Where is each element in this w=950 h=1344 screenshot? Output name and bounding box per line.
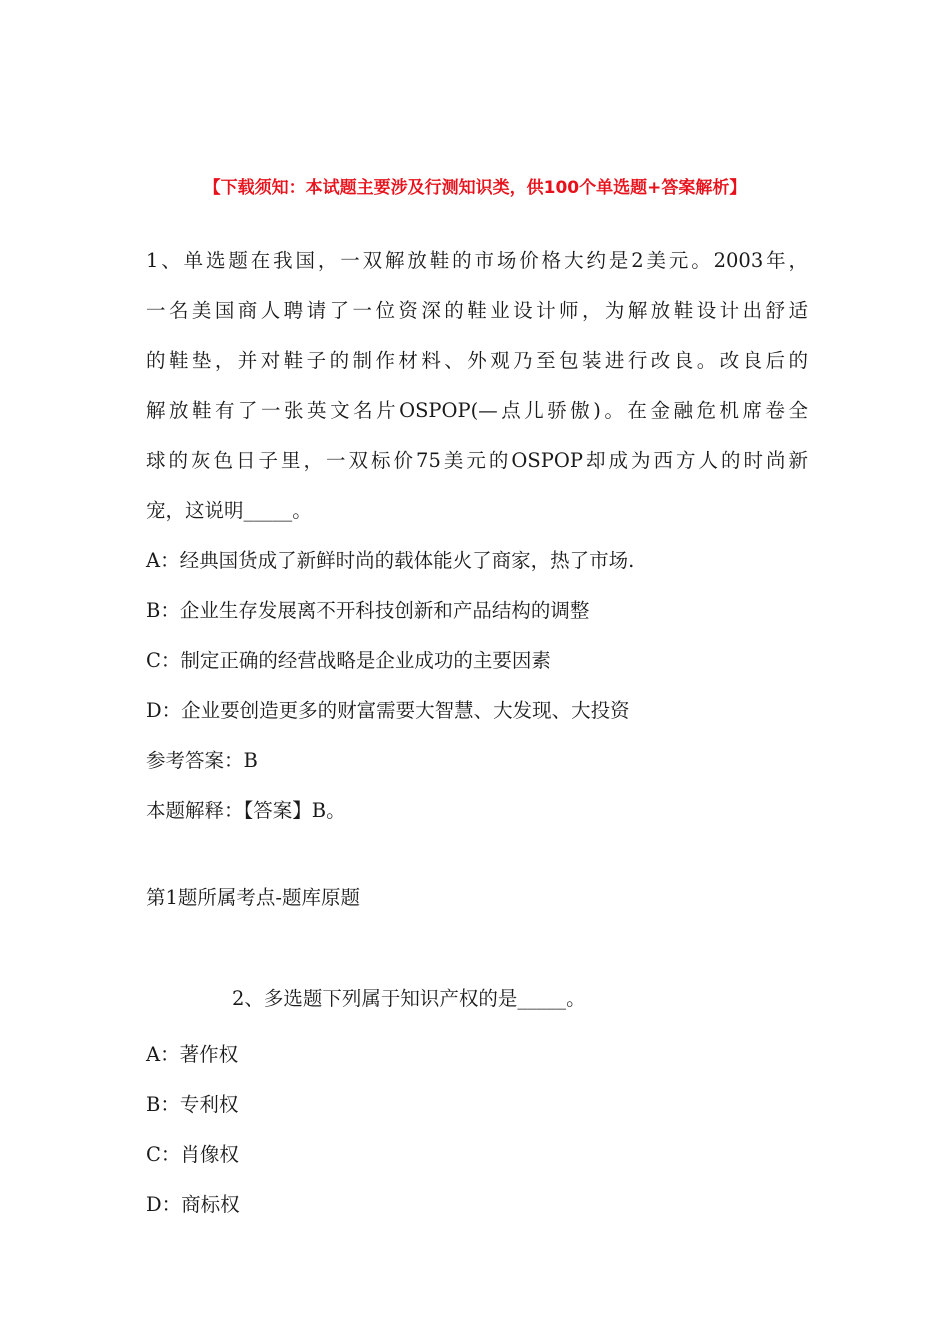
question-1-answer: 参考答案：B	[146, 749, 258, 772]
question-2-option-a: A：著作权	[146, 1043, 239, 1066]
question-2-stem: 2、多选题下列属于知识产权的是_____。	[232, 987, 586, 1010]
question-1	[146, 236, 808, 836]
question-2-option-b: B：专利权	[146, 1093, 239, 1116]
question-1-stem-line: 1、单选题在我国，一双解放鞋的市场价格大约是2美元。2003年，	[146, 249, 808, 272]
question-1-stem-line: 球的灰色日子里，一双标价75美元的OSPOP却成为西方人的时尚新	[146, 449, 808, 472]
question-1-option-b: B：企业生存发展离不开科技创新和产品结构的调整	[146, 599, 590, 622]
question-2-options	[146, 1030, 240, 1230]
question-1-explanation: 本题解释：【答案】B。	[146, 799, 346, 822]
download-notice: 【下载须知：本试题主要涉及行测知识类，供100个单选题+答案解析】	[203, 178, 747, 198]
question-1-option-a: A：经典国货成了新鲜时尚的载体能火了商家，热了市场.	[146, 549, 635, 572]
question-1-stem-line: 一名美国商人聘请了一位资深的鞋业设计师，为解放鞋设计出舒适	[146, 299, 808, 322]
question-2-option-d: D：商标权	[146, 1193, 240, 1216]
question-1-option-c: C：制定正确的经营战略是企业成功的主要因素	[146, 649, 551, 672]
question-1-topic: 第1题所属考点-题库原题	[146, 886, 360, 909]
question-1-stem-line: 宠，这说明_____。	[146, 499, 312, 522]
question-2-option-c: C：肖像权	[146, 1143, 239, 1166]
question-1-stem-line: 解放鞋有了一张英文名片OSPOP(—点儿骄傲)。在金融危机席卷全	[146, 399, 808, 422]
question-1-option-d: D：企业要创造更多的财富需要大智慧、大发现、大投资	[146, 699, 630, 722]
question-1-stem-line: 的鞋垫，并对鞋子的制作材料、外观乃至包装进行改良。改良后的	[146, 349, 808, 372]
